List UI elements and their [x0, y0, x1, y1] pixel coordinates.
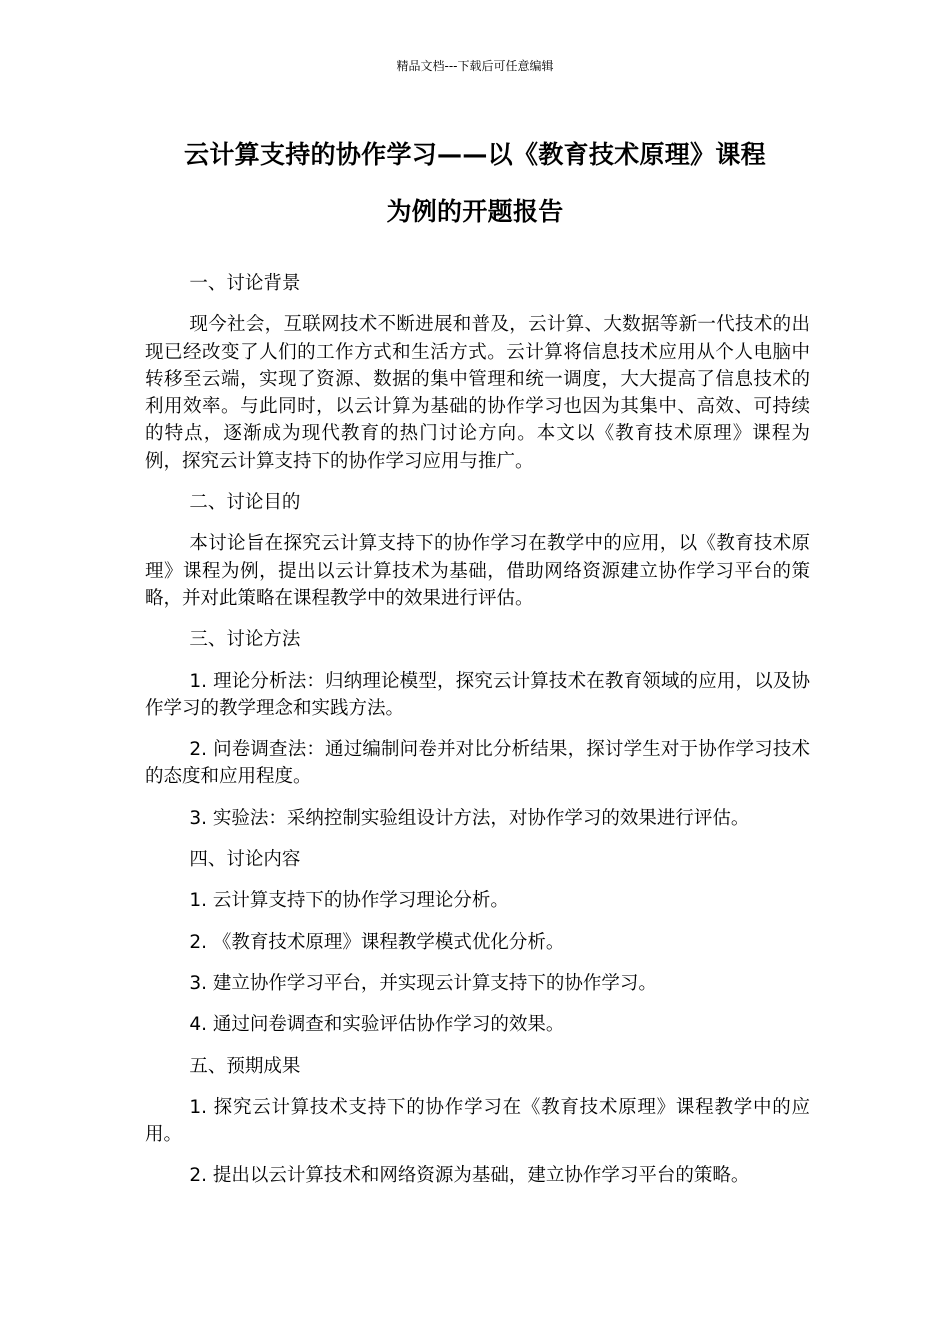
content-item-4: 4. 通过问卷调查和实验评估协作学习的效果。 — [189, 1014, 565, 1036]
paragraph-background: 现今社会，互联网技术不断进展和普及，云计算、大数据等新一代技术的出现已经改变了人们的工作方式和生活方式。云计算将信息技术应用从个人电脑中转移至云端，实现了资源、数据的集中管理和统一调度，大大提高了信息技术的利用效率。与此同时，以云计算为基础的协作学习也因为其集中、高效、可持续的特点，逐渐成为现代教育的热门讨论方向。本文以《教育技术原理》课程为例，探究云计算支持下的协作学习应用与推广。 — [145, 314, 810, 472]
content-item-3: 3. 建立协作学习平台，并实现云计算支持下的协作学习。 — [189, 972, 657, 994]
outcome-item-1: 1. 探究云计算技术支持下的协作学习在《教育技术原理》课程教学中的应用。 — [145, 1096, 810, 1146]
section-heading-content: 四、讨论内容 — [189, 849, 301, 871]
method-item-3: 3. 实验法：采纳控制实验组设计方法，对协作学习的效果进行评估。 — [189, 807, 750, 829]
document-body — [145, 270, 810, 1204]
content-item-1: 1. 云计算支持下的协作学习理论分析。 — [189, 890, 509, 912]
page-header-note: 精品文档---下载后可任意编辑 — [396, 59, 554, 73]
section-heading-methods: 三、讨论方法 — [189, 629, 301, 651]
section-heading-background: 一、讨论背景 — [189, 273, 301, 294]
method-item-2: 2. 问卷调查法：通过编制问卷并对比分析结果，探讨学生对于协作学习技术的态度和应用程度。 — [145, 739, 810, 788]
section-heading-outcomes: 五、预期成果 — [189, 1055, 301, 1077]
content-item-2: 2. 《教育技术原理》课程教学模式优化分析。 — [189, 931, 565, 953]
paragraph-purpose: 本讨论旨在探究云计算支持下的协作学习在教学中的应用，以《教育技术原理》课程为例，提出以云计算技术为基础，借助网络资源建立协作学习平台的策略，并对此策略在课程教学中的效果进行评估。 — [145, 533, 810, 609]
method-item-1: 1. 理论分析法：归纳理论模型，探究云计算技术在教育领域的应用，以及协作学习的教学理念和实践方法。 — [145, 670, 810, 719]
outcome-item-2: 2. 提出以云计算技术和网络资源为基础，建立协作学习平台的策略。 — [189, 1165, 750, 1187]
section-heading-purpose: 二、讨论目的 — [189, 492, 301, 514]
document-title-line-2: 为例的开题报告 — [386, 197, 564, 226]
document-title-line-1: 云计算支持的协作学习——以《教育技术原理》课程 — [184, 140, 766, 169]
